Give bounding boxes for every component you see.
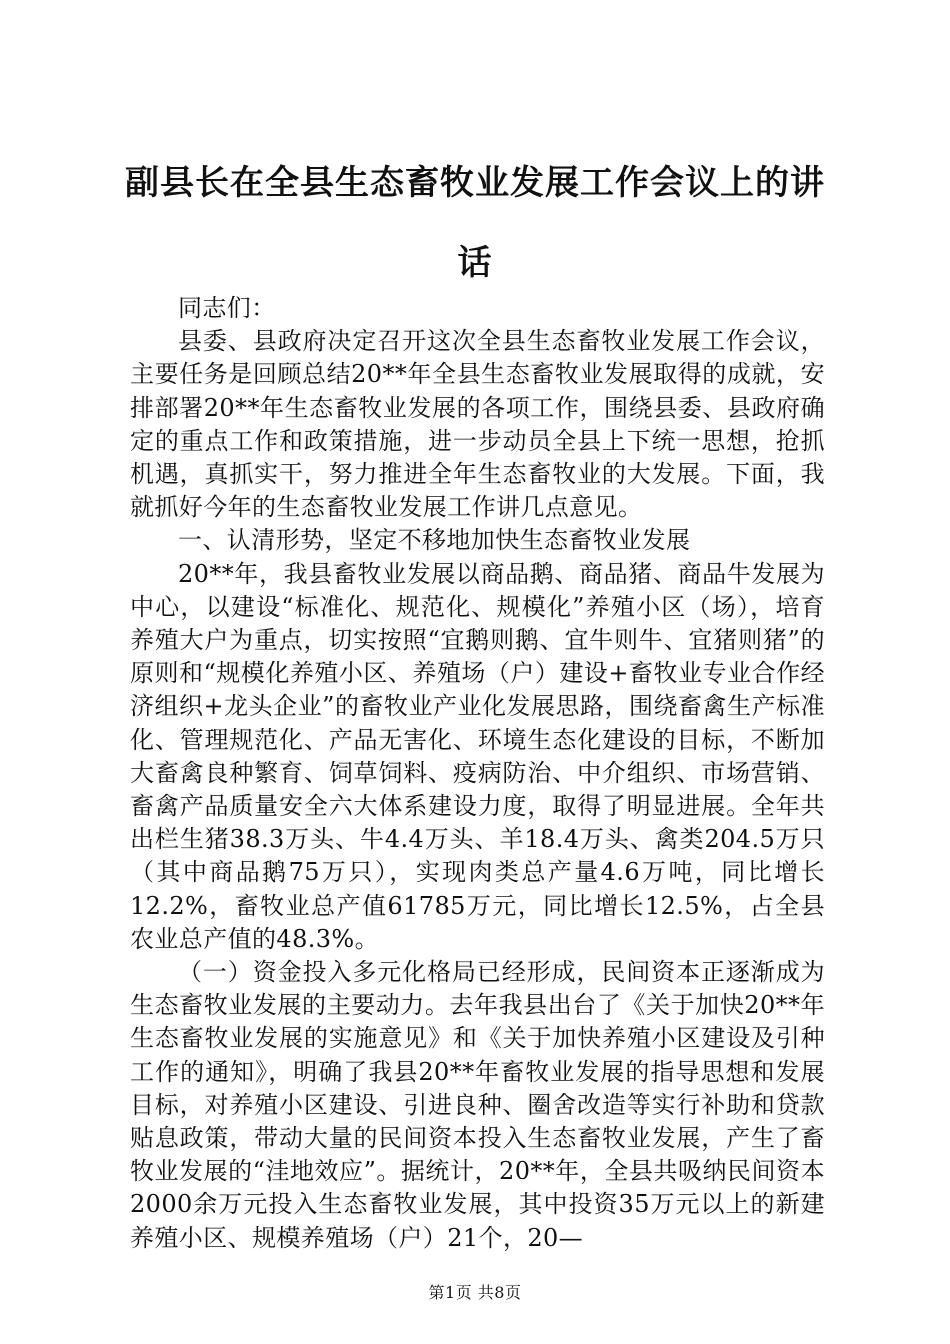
paragraph-subsection-1: （一）资金投入多元化格局已经形成，民间资本正逐渐成为生态畜牧业发展的主要动力。去年我县出台了《关于加快20**年生态畜牧业发展的实施意见》和《关于加快养殖小区建设及引种工作的通知》，明确了我县20**年畜牧业发展的指导思想和发展目标，对养殖小区建设、引进良种、圈舍改造等实行补助和贷款贴息政策，带动大量的民间资本投入生态畜牧业发展，产生了畜牧业发展的“洼地效应”。据统计，20**年，全县共吸纳民间资本2000余万元投入生态畜牧业发展，其中投资35万元以上的新建养殖小区、规模养殖场（户）21个，20—: [130, 958, 825, 1252]
paragraph-overview: 20**年，我县畜牧业发展以商品鹅、商品猪、商品牛发展为中心，以建设“标准化、规范化、规模化”养殖小区（场），培育养殖大户为重点，切实按照“宜鹅则鹅、宜牛则牛、宜猪则猪”的原则和“规模化养殖小区、养殖场（户）建设+畜牧业专业合作经济组织+龙头企业”的畜牧业产业化发展思路，围绕畜禽生产标准化、管理规范化、产品无害化、环境生态化建设的目标，不断加大畜禽良种繁育、饲草饲料、疫病防治、中介组织、市场营销、畜禽产品质量安全六大体系建设力度，取得了明显进展。全年共出栏生猪38.3万头、牛4.4万头、羊18.4万头、禽类204.5万只（其中商品鹅75万只），实现肉类总产量4.6万吨，同比增长12.2%，畜牧业总产值61785万元，同比增长12.5%，占全县农业总产值的48.3%。: [130, 559, 825, 953]
document-title-line-2: 话: [457, 243, 493, 283]
document-body: [130, 292, 825, 1255]
salutation: 同志们：: [178, 294, 276, 322]
section-heading-1: 一、认清形势，坚定不移地加快生态畜牧业发展: [178, 526, 691, 555]
paragraph-intro: 县委、县政府决定召开这次全县生态畜牧业发展工作会议，主要任务是回顾总结20**年全县生态畜牧业发展取得的成就，安排部署20**年生态畜牧业发展的各项工作，围绕县委、县政府确定的重点工作和政策措施，进一步动员全县上下统一思想，抢抓机遇，真抓实干，努力推进全年生态畜牧业的大发展。下面，我就抓好今年的生态畜牧业发展工作讲几点意见。: [130, 327, 825, 522]
document-title-line-1: 副县长在全县生态畜牧业发展工作会议上的讲: [125, 163, 825, 203]
page-footer: 第1页 共8页: [428, 1283, 522, 1302]
